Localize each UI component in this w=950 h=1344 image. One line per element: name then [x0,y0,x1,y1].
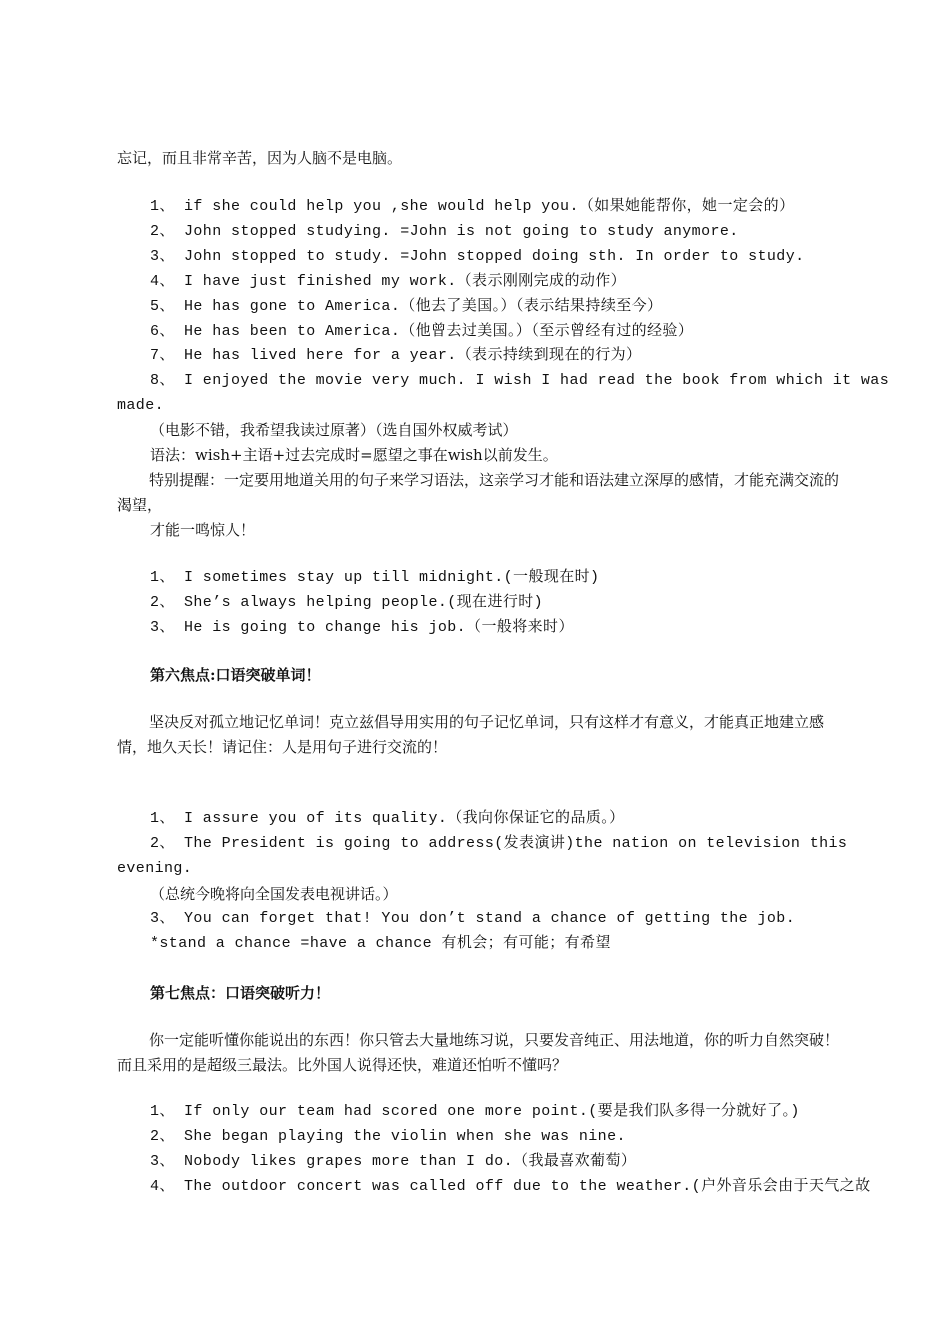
grammar-note: 语法：wish+主语+过去完成时=愿望之事在wish以前发生。 [150,446,558,464]
sentence-text: John stopped to study. =John stopped doing sth. In order to study. [184,248,805,265]
sentence-text: If only our team had scored one more point.(要是我们队多得一分就好了。) [184,1103,800,1120]
example-sentence [150,370,889,392]
sentence-text: The outdoor concert was called off due to the weather.(户外音乐会由于天气之故 [184,1178,871,1195]
example-sentence [150,592,543,614]
example-sentence [150,271,626,293]
sentence-text: I assure you of its quality.（我向你保证它的品质。） [184,810,625,827]
example-sentence [150,808,625,830]
sentence-text: He has lived here for a year.（表示持续到现在的行为） [184,347,642,364]
item-number: 1、 [150,810,175,827]
sentence-text: I enjoyed the movie very much. I wish I had read the book from which it was [184,372,890,389]
vocabulary-note: *stand a chance =have a chance 有机会；有可能；有希望 [150,935,611,952]
item-number: 1、 [150,569,175,586]
example-sentence [150,1151,636,1173]
item-number: 1、 [150,1103,175,1120]
reminder-ending: 才能一鸣惊人！ [150,521,256,539]
section-heading: 第六焦点:口语突破单词！ [150,666,321,684]
item-number: 3、 [150,248,175,265]
example-sentence [150,567,599,589]
sentence-text: You can forget that! You don’t stand a chance of getting the job. [184,910,796,927]
sentence-continuation: made. [117,397,165,414]
sentence-text: She’s always helping people.(现在进行时) [184,594,544,611]
item-number: 1、 [150,198,175,215]
item-number: 2、 [150,223,175,240]
sentence-text: Nobody likes grapes more than I do.（我最喜欢葡萄） [184,1153,637,1170]
example-sentence [150,196,794,218]
section-paragraph: 坚决反对孤立地记忆单词！克立兹倡导用实用的句子记忆单词，只有这样才有意义，才能真正地建立感情，地久天长！请记住：人是用句子进行交流的！ [117,713,825,756]
example-sentence [150,833,847,855]
sentence-continuation: evening. [117,860,193,877]
item-number: 6、 [150,323,175,340]
item-number: 8、 [150,372,175,389]
item-number: 2、 [150,1128,175,1145]
translation-line: （总统今晚将向全国发表电视讲话。） [150,885,398,903]
example-sentence [150,617,574,639]
example-sentence [150,221,739,243]
sentence-text: I sometimes stay up till midnight.(一般现在时) [184,569,600,586]
section-heading: 第七焦点：口语突破听力！ [150,984,331,1002]
translation-line: （电影不错，我希望我读过原著）（选自国外权威考试） [150,421,518,439]
example-sentence [150,296,662,318]
example-sentence [150,1176,870,1198]
example-sentence [150,246,805,268]
item-number: 7、 [150,347,175,364]
item-number: 4、 [150,273,175,290]
example-sentence [150,345,641,367]
sentence-text: She began playing the violin when she was nine. [184,1128,626,1145]
item-number: 4、 [150,1178,175,1195]
item-number: 2、 [150,835,175,852]
example-sentence [150,321,693,343]
sentence-text: if she could help you ,she would help you.（如果她能帮你，她一定会的） [184,198,795,215]
item-number: 5、 [150,298,175,315]
text-line: 忘记，而且非常辛苦，因为人脑不是电脑。 [117,149,403,167]
sentence-text: The President is going to address(发表演讲)the nation on television this [184,835,848,852]
item-number: 3、 [150,910,175,927]
item-number: 3、 [150,619,175,636]
sentence-text: I have just finished my work.（表示刚刚完成的动作） [184,273,627,290]
example-sentence [150,1126,626,1148]
sentence-text: He is going to change his job.（一般将来时） [184,619,574,636]
example-sentence [150,908,795,930]
section-paragraph: 你一定能听懂你能说出的东西！你只管去大量地练习说，只要发音纯正、用法地道，你的听力自然突破！而且采用的是超级三最法。比外国人说得还快，难道还怕听不懂吗？ [117,1031,840,1074]
reminder-paragraph: 特别提醒：一定要用地道关用的句子来学习语法，这亲学习才能和语法建立深厚的感情，才能充满交流的渴望， [117,471,840,514]
sentence-text: John stopped studying. =John is not going to study anymore. [184,223,739,240]
sentence-text: He has been to America.（他曾去过美国。）（至示曾经有过的经验） [184,323,694,340]
sentence-text: He has gone to America.（他去了美国。）（表示结果持续至今） [184,298,663,315]
example-sentence [150,1101,800,1123]
item-number: 3、 [150,1153,175,1170]
item-number: 2、 [150,594,175,611]
